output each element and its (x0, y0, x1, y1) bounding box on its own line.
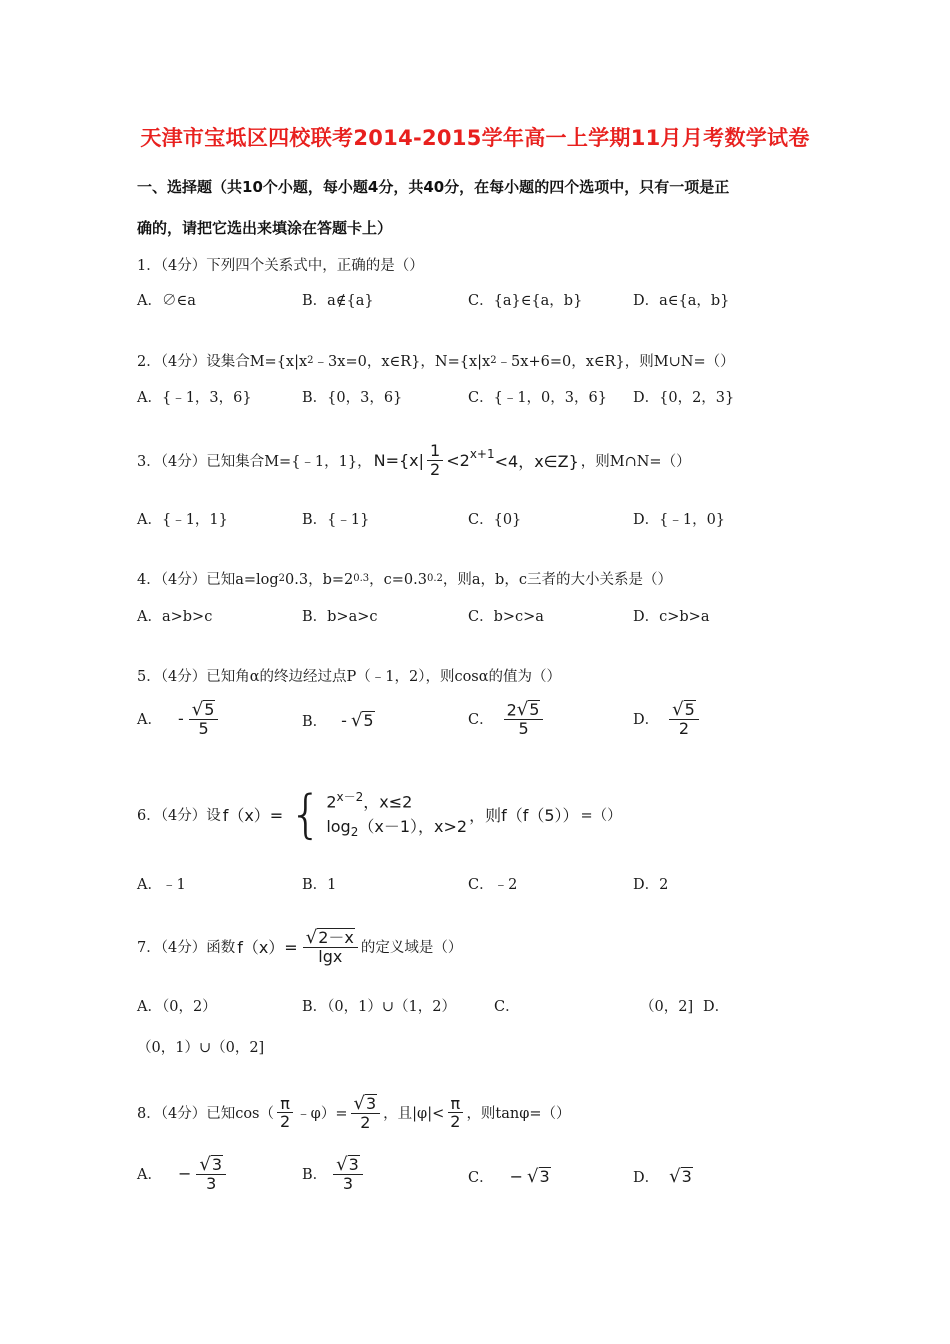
q7-option-c-label[interactable]: C． (494, 999, 520, 1015)
q8-rad3: 3 (365, 1094, 377, 1113)
q8-sqrt3-num (351, 1094, 381, 1114)
q2-option-c[interactable]: C．{﹣1，0，3，6} (468, 390, 607, 406)
q6-fx: f（x）= (222, 806, 284, 826)
q5-d-sqrt (672, 700, 696, 719)
q8-radical-sign: √ (353, 1093, 365, 1115)
q8-d-rad: 3 (681, 1166, 692, 1186)
q5-c-radical-sign: √ (516, 699, 529, 721)
q8-b-fraction (333, 1155, 363, 1193)
section-heading-line1: 一、选择题（共10个小题，每小题4分，共40分，在每小题的四个选项中，只有一项是正 (137, 178, 730, 196)
q5-c-label: C． (468, 712, 494, 729)
q8-b-sqrt (336, 1155, 360, 1174)
q6-case1-base: 2 (326, 792, 337, 812)
q5-b-sqrt (351, 711, 375, 730)
q7-option-b[interactable]: B．（0，1）∪（1，2） (302, 999, 456, 1015)
q4-stem-pre: 4．（4分）已知a=log (137, 572, 279, 588)
q3-set-open: N={x| (373, 450, 425, 470)
q5-d-fraction (669, 700, 699, 738)
q3-frac-num: 1 (427, 442, 443, 461)
q5-option-d[interactable] (633, 700, 702, 738)
q6-case1-cond: ，x≤2 (363, 792, 413, 812)
q3-exp: x+1 (469, 447, 495, 462)
q2-option-a[interactable]: A．{﹣1，3，6} (137, 390, 252, 406)
q8-mid2: ，且|φ|< (383, 1106, 445, 1123)
q5-option-b[interactable] (302, 710, 377, 731)
q5-b-label: B． (302, 714, 328, 730)
q2-stem (137, 350, 735, 371)
q3-stem (137, 442, 691, 478)
q5-c-coef: 2 (506, 700, 517, 720)
q5-option-a[interactable] (137, 700, 221, 738)
q5-c-num (504, 700, 544, 720)
q8-pi-den: 2 (280, 1112, 291, 1132)
q8-option-b[interactable] (302, 1155, 366, 1193)
q1-stem: 1．（4分）下列四个关系式中，正确的是（） (137, 258, 424, 274)
q3-option-a[interactable]: A．{﹣1，1} (137, 512, 228, 528)
q8-sqrt3-den: 2 (360, 1113, 371, 1133)
q1-option-c[interactable]: C．{a}∈{a，b} (468, 293, 583, 309)
q8-d-label: D． (633, 1170, 660, 1186)
q8-a-num (196, 1155, 226, 1175)
q5-c-sqrt (517, 700, 541, 719)
q5-b-rad: 5 (363, 710, 374, 730)
q5-d-num (669, 700, 699, 720)
q8-c-sign: − (509, 1167, 524, 1186)
q3-stem-pre: 3．（4分）已知集合M={﹣1，1}， (137, 453, 372, 470)
q3-option-b[interactable]: B．{﹣1} (302, 512, 370, 528)
q3-lt1: <2 (446, 450, 470, 470)
q8-a-den: 3 (206, 1174, 217, 1194)
q3-frac-den: 2 (430, 459, 441, 479)
q7-radical-sign: √ (305, 927, 318, 949)
q6-case2-sub: 2 (350, 825, 359, 840)
q7-option-d-value[interactable]: （0，1）∪（0，2] (137, 1040, 265, 1056)
q7-option-d-label[interactable]: D． (703, 999, 730, 1015)
q7-den: lgx (318, 947, 343, 967)
q4-option-c[interactable]: C．b>c>a (468, 609, 544, 625)
section-heading-line2: 确的，请把它选出来填涂在答题卡上） (137, 219, 393, 237)
q6-case1 (326, 788, 467, 815)
q6-option-b[interactable]: B．1 (302, 877, 337, 893)
q5-b-radical-sign: √ (350, 710, 363, 732)
q6-stem-post: =（） (580, 808, 622, 825)
q5-d-label: D． (633, 712, 660, 729)
q4-option-d[interactable]: D．c>b>a (633, 609, 710, 625)
q7-fx: f（x）= (237, 938, 298, 958)
q5-a-num (189, 700, 219, 720)
q1-option-d[interactable]: D．a∈{a，b} (633, 293, 730, 309)
q5-a-label: A． (137, 712, 162, 729)
q8-a-radical-sign: √ (199, 1154, 211, 1176)
q8-option-a[interactable] (137, 1155, 229, 1193)
q5-a-sign: - (177, 709, 184, 729)
q8-c-rad: 3 (539, 1166, 550, 1186)
q6-stem (137, 784, 622, 845)
q8-c-sqrt (527, 1167, 551, 1186)
q8-b-radical-sign: √ (336, 1154, 348, 1176)
q7-stem-pre: 7．（4分）函数 (137, 940, 236, 957)
q5-d-radical-sign: √ (672, 699, 684, 721)
q4-stem-post: ，则a，b，c三者的大小关系是（） (442, 572, 672, 588)
q8-b-rad: 3 (348, 1155, 359, 1174)
q5-a-radical-sign: √ (191, 699, 204, 721)
q5-d-den: 2 (678, 719, 690, 739)
q4-option-a[interactable]: A．a>b>c (137, 609, 213, 625)
q5-option-c[interactable] (468, 700, 546, 738)
q8-stem-pre: 8．（4分）已知cos（ (137, 1106, 274, 1123)
q7-fraction (303, 928, 358, 966)
q7-option-a[interactable]: A．（0，2） (137, 999, 217, 1015)
q2-option-b[interactable]: B．{0，3，6} (302, 390, 403, 406)
q4-stem-mid1: 0.3，b=2 (285, 572, 354, 588)
q8-stem-post: ，则tanφ=（） (466, 1106, 571, 1123)
q8-stem (137, 1094, 571, 1132)
q5-stem: 5．（4分）已知角α的终边经过点P（﹣1，2），则cosα的值为（） (137, 669, 562, 685)
q4-stem-mid2: ，c=0.3 (369, 572, 427, 588)
q4-sup2: 0.2 (427, 573, 443, 584)
q4-option-b[interactable]: B．b>a>c (302, 609, 378, 625)
q5-a-rad: 5 (204, 700, 215, 719)
q8-b-label: B． (302, 1167, 328, 1184)
q6-option-a[interactable]: A．﹣1 (137, 877, 186, 893)
q2-sup1: 2 (307, 355, 314, 366)
q8-d-radical-sign: √ (669, 1166, 681, 1188)
q6-case2-arg: （x－1），x>2 (358, 817, 468, 837)
q7-sqrt (306, 928, 355, 947)
q6-case2 (326, 815, 467, 842)
q7-rad: 2－x (318, 928, 354, 947)
q6-option-c[interactable]: C．﹣2 (468, 877, 518, 893)
q8-option-d[interactable] (633, 1166, 695, 1187)
q3-stem-post: ，则M∩N=（） (580, 453, 691, 470)
q3-set-expression (374, 442, 579, 478)
q8-a-sign: − (177, 1164, 192, 1184)
q5-a-den: 5 (198, 719, 209, 739)
q1-option-b[interactable]: B．a∉{a} (302, 293, 374, 309)
q8-pi-over-2-b (447, 1095, 463, 1131)
q8-a-rad: 3 (211, 1155, 223, 1174)
q2-stem-post: ﹣5x+6=0，x∈R}，则M∪N=（） (496, 354, 735, 370)
q7-stem-post: 的定义域是（） (360, 940, 463, 957)
q4-sup1: 0.3 (353, 573, 370, 584)
q8-mid1: ﹣φ）= (296, 1106, 348, 1123)
q3-fraction (427, 442, 443, 478)
q8-a-label: A． (137, 1167, 162, 1184)
q8-b-den: 3 (342, 1174, 354, 1194)
q6-stem-tail: ，则f（f（5）） (469, 806, 579, 826)
q5-b-sign: - (341, 711, 347, 730)
q2-option-d[interactable]: D．{0，2，3} (633, 390, 735, 406)
q8-pi-over-2 (277, 1095, 293, 1131)
q6-case1-exp: x－2 (336, 790, 364, 804)
q3-rest: <4，x∈Z} (494, 451, 579, 471)
q8-b-num (333, 1155, 363, 1175)
q8-c-label: C． (468, 1170, 494, 1186)
q5-c-rad: 5 (529, 700, 540, 719)
q1-option-a[interactable]: A．∅∈a (137, 293, 196, 309)
q8-sqrt3-over-2 (351, 1094, 381, 1132)
q3-option-d[interactable]: D．{﹣1，0} (633, 512, 726, 528)
q4-stem (137, 568, 672, 589)
q7-num (303, 928, 358, 948)
q5-a-fraction (189, 700, 219, 738)
q8-pi-num: π (277, 1095, 293, 1114)
q8-c-radical-sign: √ (527, 1166, 539, 1188)
q5-c-fraction (504, 700, 544, 738)
q8-a-sqrt (199, 1155, 223, 1174)
q8-d-sqrt (669, 1167, 693, 1186)
q8-a-fraction (196, 1155, 226, 1193)
q2-stem-pre: 2．（4分）设集合M={x|x (137, 354, 308, 370)
q8-option-c[interactable] (468, 1166, 553, 1187)
q6-cases (326, 788, 467, 842)
q5-c-den: 5 (518, 719, 529, 739)
q5-a-sqrt (192, 700, 216, 719)
q4-sub: 2 (278, 573, 286, 584)
q7-option-c-value[interactable]: （0，2] (640, 999, 694, 1015)
q7-stem (137, 928, 462, 966)
q6-stem-pre: 6．（4分）设 (137, 808, 221, 825)
page-title: 天津市宝坻区四校联考2014-2015学年高一上学期11月月考数学试卷 (140, 126, 810, 150)
q8-sqrt3 (354, 1094, 378, 1113)
q2-sup2: 2 (490, 355, 497, 366)
q5-d-rad: 5 (684, 700, 695, 719)
q8-pi-den-b: 2 (450, 1112, 461, 1132)
q6-option-d[interactable]: D．2 (633, 877, 669, 893)
q6-case2-log: log (326, 817, 351, 837)
q8-pi-num-b: π (448, 1095, 464, 1114)
q6-brace: { (289, 784, 323, 845)
q2-stem-mid: ﹣3x=0，x∈R}，N={x|x (313, 354, 491, 370)
q3-option-c[interactable]: C．{0} (468, 512, 522, 528)
